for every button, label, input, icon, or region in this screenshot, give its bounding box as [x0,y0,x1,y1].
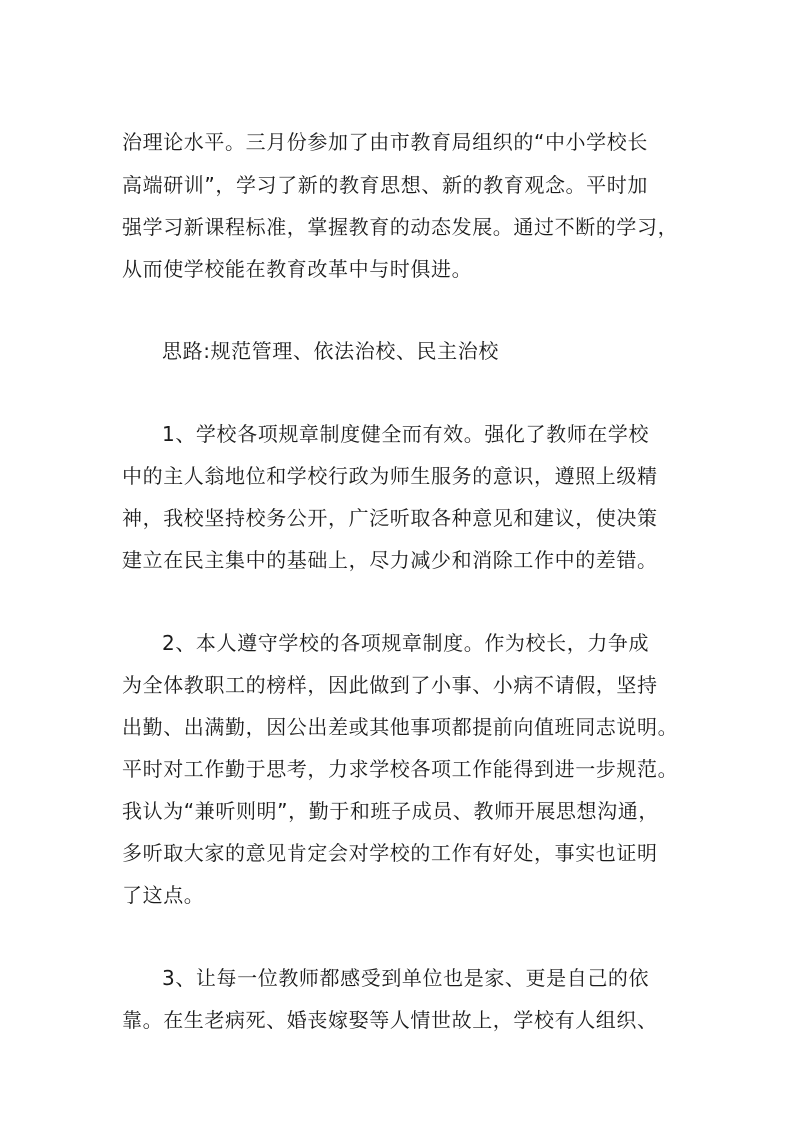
text-line: 高端研训”，学习了新的教育思想、新的教育观念。平时加 [122,173,648,197]
text-line: 为全体教职工的榜样，因此做到了小事、小病不请假，坚持 [122,673,658,697]
text-line: 平时对工作勤于思考，力求学校各项工作能得到进一步规范。 [122,757,679,781]
paragraph-start: 1、学校各项规章制度健全而有效。强化了教师在学校 [162,422,650,446]
text-line: 中的主人翁地位和学校行政为师生服务的意识，遵照上级精 [122,464,658,488]
text-line: 多听取大家的意见肯定会对学校的工作有好处，事实也证明 [122,841,658,865]
text-line: 靠。在生老病死、婚丧嫁娶等人情世故上，学校有人组织、 [122,1008,658,1032]
section-heading: 思路:规范管理、依法治校、民主治校 [162,339,499,363]
text-line: 神，我校坚持校务公开，广泛听取各种意见和建议，使决策 [122,506,658,530]
text-line: 从而使学校能在教育改革中与时俱进。 [122,257,473,281]
paragraph-start: 3、让每一位教师都感受到单位也是家、更是自己的依 [162,966,650,990]
text-line: 强学习新课程标准，掌握教育的动态发展。通过不断的学习， [122,215,679,239]
text-line: 治理论水平。三月份参加了由市教育局组织的“中小学校长 [122,130,648,154]
text-line: 建立在民主集中的基础上，尽力减少和消除工作中的差错。 [122,548,658,572]
text-line: 出勤、出满勤，因公出差或其他事项都提前向值班同志说明。 [122,715,679,739]
paragraph-start: 2、本人遵守学校的各项规章制度。作为校长，力争成 [162,631,650,655]
text-line: 了这点。 [122,883,205,907]
text-line: 我认为“兼听则明”，勤于和班子成员、教师开展思想沟通， [122,799,659,823]
